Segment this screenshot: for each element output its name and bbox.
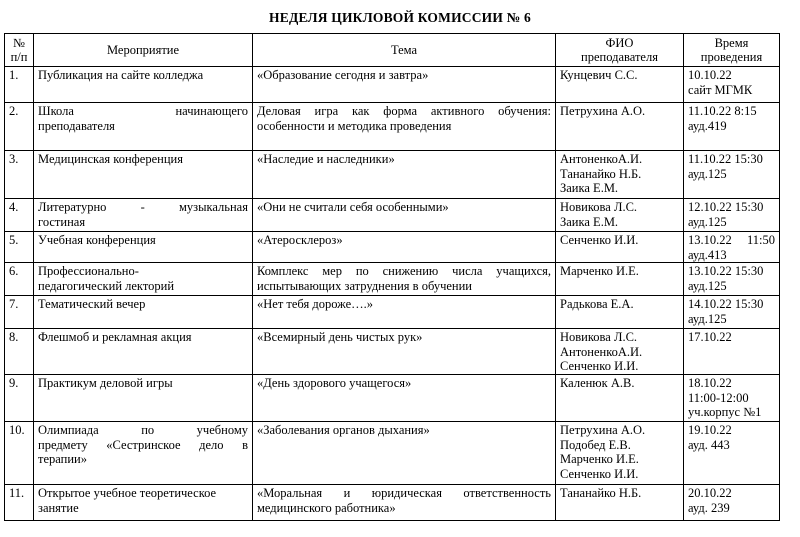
topic-cell-line: «Всемирный день чистых рук» [257, 330, 423, 344]
topic-cell-line: Комплекс мер по снижению числа учащихся, [257, 264, 551, 278]
row-number: 5. [5, 232, 34, 263]
teacher-cell-line: Тананайко Н.Б. [560, 486, 642, 500]
event-cell [34, 422, 253, 485]
teacher-cell-line: Петрухина А.О. [560, 423, 646, 437]
teacher-cell-line: Сенченко И.И. [560, 233, 639, 247]
table-row [5, 422, 780, 485]
topic-cell-line: «Атеросклероз» [257, 233, 343, 247]
time-cell-line: 11.10.22 15:30 [688, 152, 763, 166]
event-cell-line: Школа начинающего [38, 104, 248, 118]
header-teacher-line: ФИО [605, 35, 634, 50]
topic-cell [253, 485, 556, 521]
teacher-cell-line: Сенченко И.И. [560, 466, 639, 481]
time-cell [684, 375, 780, 422]
time-cell-line: ауд.125 [688, 278, 727, 293]
table-row [5, 67, 780, 103]
teacher-cell [556, 67, 684, 103]
header-topic-label: Тема [390, 42, 418, 57]
time-cell [684, 422, 780, 485]
topic-cell [253, 375, 556, 422]
header-time-line: Время [714, 35, 749, 50]
teacher-cell [556, 375, 684, 422]
header-time [684, 34, 780, 67]
topic-cell [253, 263, 556, 296]
topic-cell-line: «Они не считали себя особенными» [257, 200, 449, 214]
table-row [5, 485, 780, 521]
time-cell [684, 263, 780, 296]
topic-cell [253, 151, 556, 199]
event-cell [34, 485, 253, 521]
row-number: 2. [5, 103, 34, 151]
time-cell [684, 67, 780, 103]
time-cell-line: 17.10.22 [688, 330, 732, 344]
time-cell-line: 12.10.22 15:30 [688, 200, 764, 214]
events-table-body [5, 67, 780, 521]
row-number: 10. [5, 422, 34, 485]
teacher-cell-line: Новикова Л.С. [560, 200, 638, 214]
teacher-cell [556, 232, 684, 263]
topic-cell [253, 329, 556, 375]
header-topic [253, 34, 556, 67]
table-row [5, 296, 780, 329]
topic-cell [253, 67, 556, 103]
header-num-line: № [13, 35, 25, 50]
teacher-cell [556, 329, 684, 375]
header-event [34, 34, 253, 67]
document-title: НЕДЕЛЯ ЦИКЛОВОЙ КОМИССИИ № 6 [269, 10, 531, 25]
topic-cell-line: особенности и методика проведения [257, 118, 452, 133]
teacher-cell-line: Новикова Л.С. [560, 330, 638, 344]
time-cell-line: ауд.125 [688, 214, 727, 229]
topic-cell-line: испытывающих затруднения в обучении [257, 278, 472, 293]
row-number: 3. [5, 151, 34, 199]
time-cell [684, 296, 780, 329]
time-cell-line: 19.10.22 [688, 423, 732, 437]
time-cell-line: ауд.413 [688, 247, 727, 262]
event-cell-line: Флешмоб и рекламная акция [38, 330, 192, 344]
time-cell-line: 10.10.22 [688, 68, 732, 82]
table-row [5, 151, 780, 199]
time-cell-line: 13.10.22 15:30 [688, 264, 764, 278]
topic-cell [253, 199, 556, 232]
teacher-cell-line: Радькова Е.А. [560, 297, 634, 311]
teacher-cell [556, 485, 684, 521]
topic-cell [253, 422, 556, 485]
teacher-cell [556, 103, 684, 151]
header-teacher-line: преподавателя [581, 50, 658, 64]
topic-cell-line: «Моральная и юридическая ответственность [257, 486, 551, 500]
time-cell-line: ауд.125 [688, 311, 727, 326]
row-number: 6. [5, 263, 34, 296]
teacher-cell-line: АнтоненкоА.И. [560, 152, 643, 166]
event-cell-line: предмету «Сестринское дело в [38, 437, 248, 452]
event-cell-line: Профессионально- [38, 264, 139, 278]
event-cell-line: преподавателя [38, 118, 115, 133]
teacher-cell-line: Марченко И.Е. [560, 264, 639, 278]
event-cell [34, 103, 253, 151]
topic-cell-line: «Нет тебя дороже….» [257, 297, 374, 311]
event-cell [34, 232, 253, 263]
teacher-cell-line: Заика Е.М. [560, 214, 619, 229]
topic-cell [253, 232, 556, 263]
row-number: 7. [5, 296, 34, 329]
time-cell-line: ауд.125 [688, 166, 727, 181]
teacher-cell-line: Петрухина А.О. [560, 104, 646, 118]
teacher-cell [556, 263, 684, 296]
topic-cell-line: «Наследие и наследники» [257, 152, 395, 166]
row-number: 1. [5, 67, 34, 103]
event-cell [34, 199, 253, 232]
time-cell [684, 151, 780, 199]
event-cell-line: Олимпиада по учебному [38, 423, 248, 437]
table-row [5, 103, 780, 151]
time-cell [684, 199, 780, 232]
event-cell [34, 151, 253, 199]
topic-cell-line: медицинского работника» [257, 500, 396, 515]
event-cell [34, 263, 253, 296]
teacher-cell-line: Марченко И.Е. [560, 452, 639, 466]
event-cell-line: терапии» [38, 452, 87, 466]
header-event-label: Мероприятие [106, 42, 180, 57]
event-cell-line: Тематический вечер [38, 297, 146, 311]
teacher-cell-line: Тананайко Н.Б. [560, 166, 642, 181]
time-cell [684, 103, 780, 151]
teacher-cell [556, 151, 684, 199]
topic-cell [253, 296, 556, 329]
event-cell [34, 375, 253, 422]
event-cell-line: Литературно - музыкальная [38, 200, 248, 214]
time-cell-line: сайт МГМК [688, 82, 753, 97]
table-header-row [5, 34, 780, 67]
time-cell-line: ауд. 443 [688, 437, 730, 452]
teacher-cell-line: Заика Е.М. [560, 181, 619, 195]
table-row [5, 329, 780, 375]
table-row [5, 232, 780, 263]
event-cell-line: занятие [38, 500, 79, 515]
teacher-cell [556, 422, 684, 485]
time-cell-line: 20.10.22 [688, 486, 732, 500]
teacher-cell [556, 199, 684, 232]
events-table [4, 33, 780, 521]
time-cell [684, 232, 780, 263]
event-cell [34, 67, 253, 103]
time-cell-line: 18.10.22 [688, 376, 732, 390]
time-cell-line: 11:00-12:00 [688, 390, 749, 405]
teacher-cell-line: Подобед Е.В. [560, 437, 631, 452]
time-cell-line: ауд. 239 [688, 500, 730, 515]
event-cell-line: Публикация на сайте колледжа [38, 68, 204, 82]
event-cell-line: Открытое учебное теоретическое [38, 486, 217, 500]
event-cell [34, 296, 253, 329]
row-number: 4. [5, 199, 34, 232]
time-cell-line: 11.10.22 8:15 [688, 104, 757, 118]
topic-cell-line: «Заболевания органов дыхания» [257, 423, 430, 437]
topic-cell-line: «День здорового учащегося» [257, 376, 412, 390]
table-row [5, 199, 780, 232]
teacher-cell [556, 296, 684, 329]
header-num-line: п/п [10, 50, 28, 64]
row-number: 11. [5, 485, 34, 521]
row-number: 9. [5, 375, 34, 422]
teacher-cell-line: Каленюк А.В. [560, 376, 635, 390]
time-cell-line: 14.10.22 15:30 [688, 297, 764, 311]
teacher-cell-line: АнтоненкоА.И. [560, 344, 643, 359]
event-cell [34, 329, 253, 375]
time-cell-line: 13.10.22 11:50 [688, 233, 775, 247]
time-cell-line: уч.корпус №1 [688, 405, 762, 419]
event-cell-line: педагогический лекторий [38, 278, 175, 293]
row-number: 8. [5, 329, 34, 375]
topic-cell-line: «Образование сегодня и завтра» [257, 68, 429, 82]
teacher-cell-line: Сенченко И.И. [560, 359, 639, 373]
event-cell-line: Медицинская конференция [38, 152, 183, 166]
header-teacher [556, 34, 684, 67]
time-cell [684, 485, 780, 521]
event-cell-line: Практикум деловой игры [38, 376, 173, 390]
event-cell-line: Учебная конференция [38, 233, 156, 247]
time-cell-line: ауд.419 [688, 118, 727, 133]
topic-cell-line: Деловая игра как форма активного обучения: [257, 104, 551, 118]
header-time-line: проведения [700, 50, 763, 64]
time-cell [684, 329, 780, 375]
table-row [5, 375, 780, 422]
teacher-cell-line: Кунцевич С.С. [560, 68, 638, 82]
header-num [5, 34, 34, 67]
topic-cell [253, 103, 556, 151]
table-row [5, 263, 780, 296]
event-cell-line: гостиная [38, 214, 86, 229]
